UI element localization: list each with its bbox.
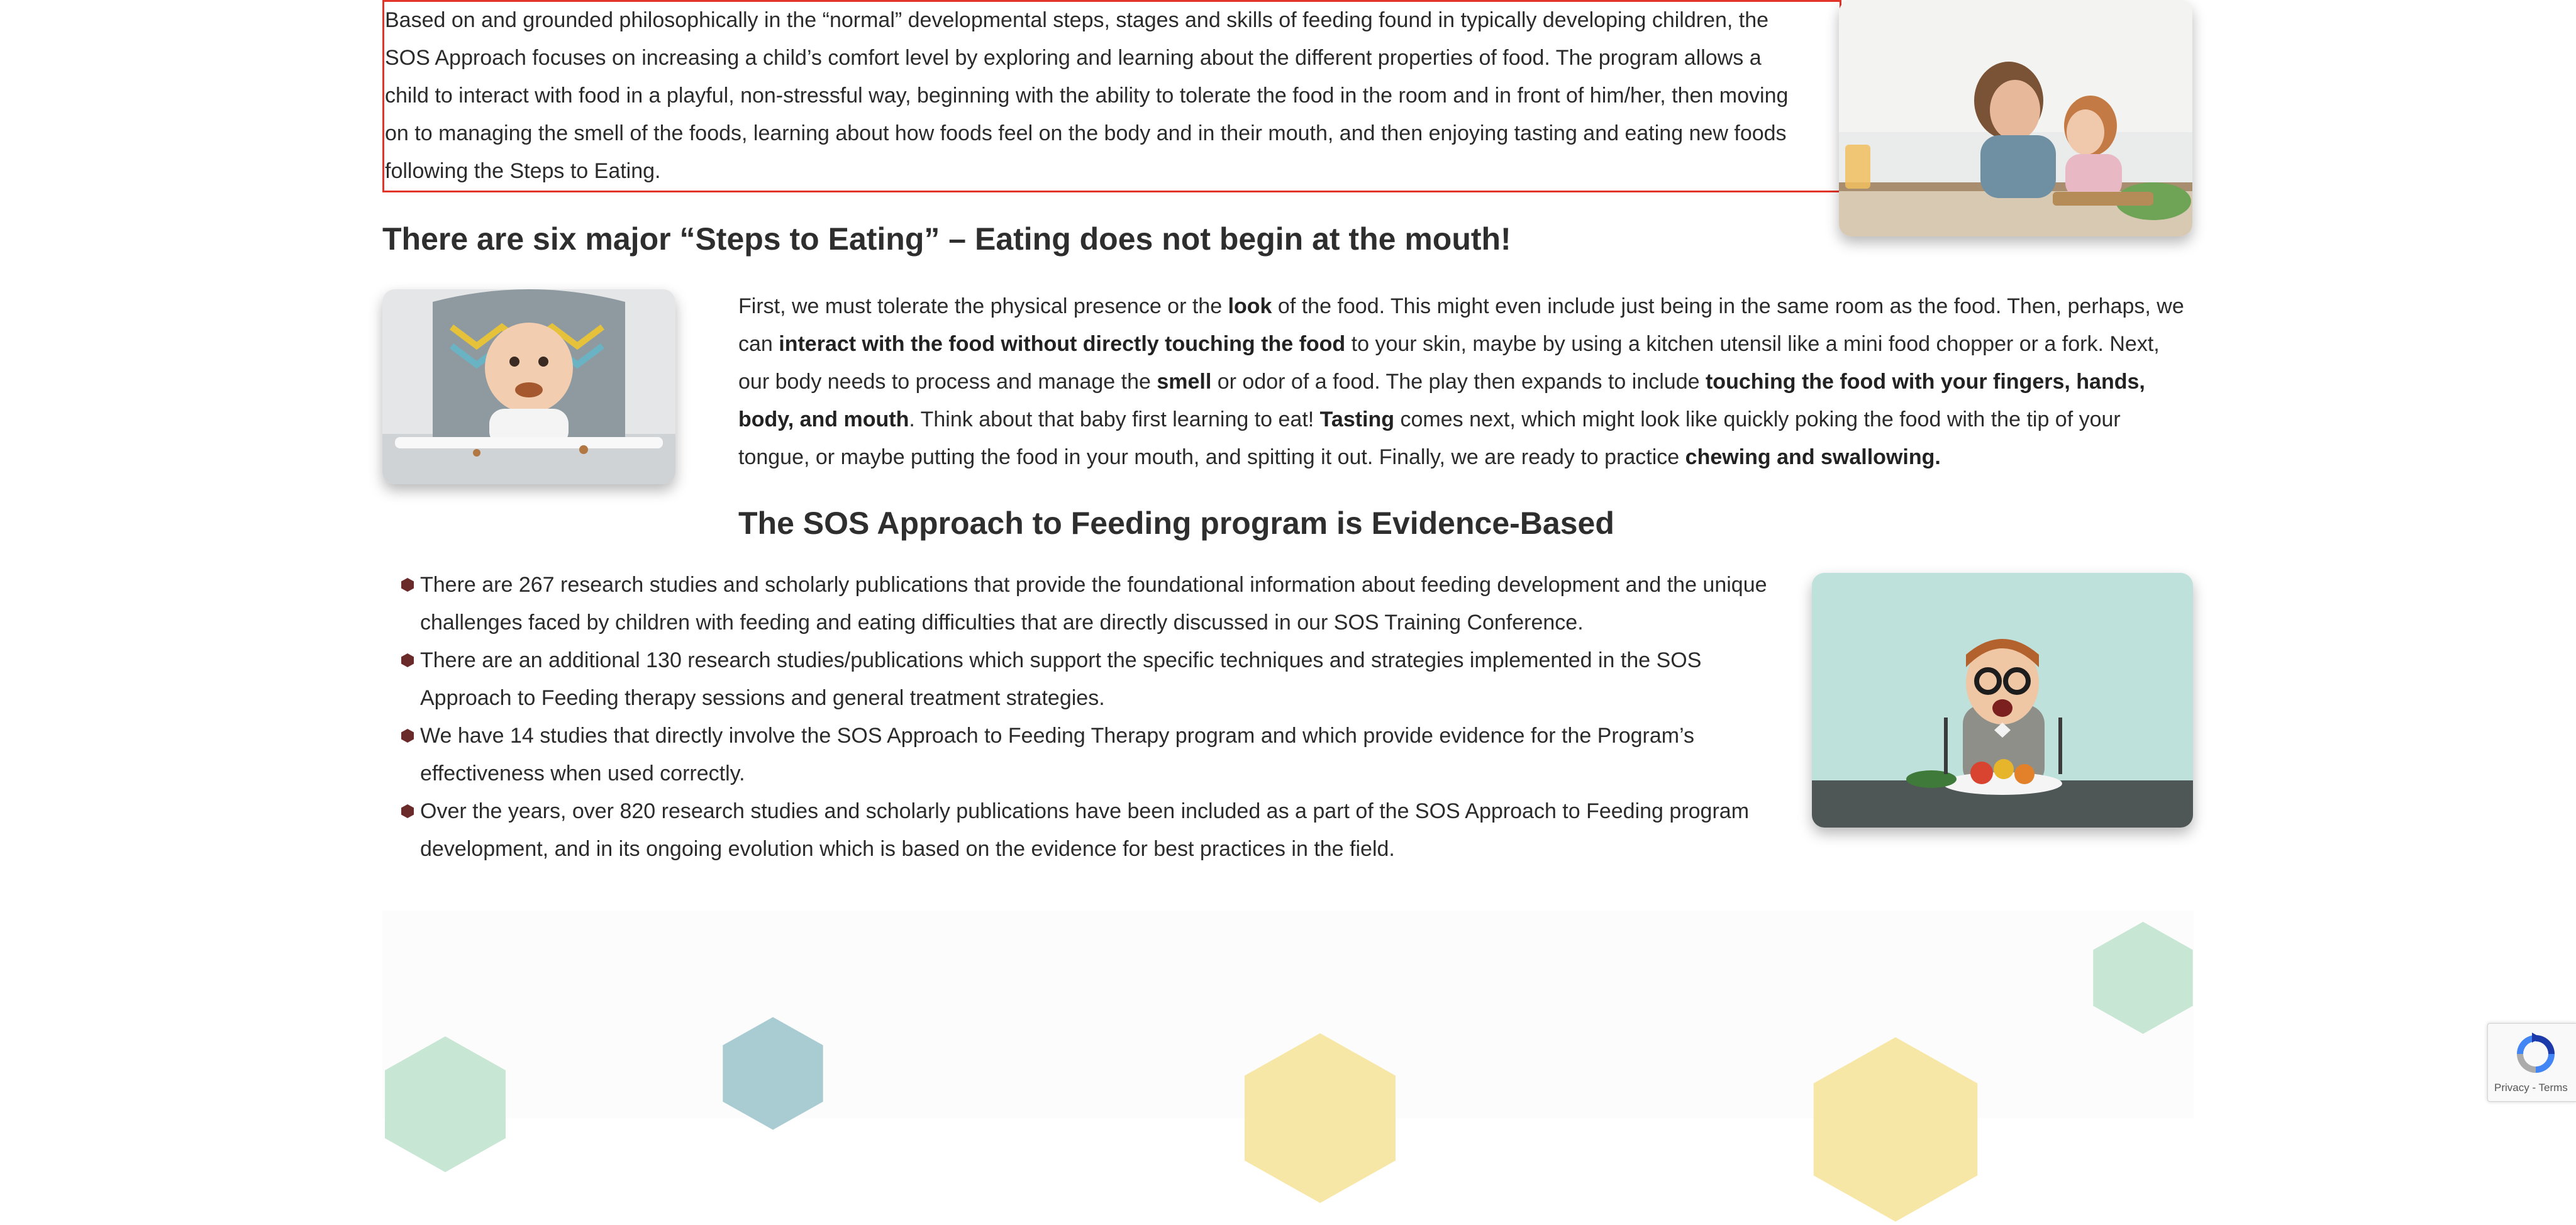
- list-item: There are an additional 130 research studies/publications which support the specific techniques and strategies implemented in the SOS Approach to Feeding therapy sessions and general treatment strategies.: [400, 641, 1771, 717]
- hexagon-bullet-icon: [400, 577, 415, 592]
- recaptcha-badge[interactable]: [2487, 1023, 2576, 1102]
- steps-paragraph: First, we must tolerate the physical presence or the look of the food. This might even include just being in the same room as the food. Then, perhaps, we can interact with the food without directly touching the food to your skin, maybe by using a kitchen utensil like a mini food chopper or a fork. Next, our body needs to process and manage the smell or odor of a food. The play then expands to include touching the food with your fingers, hands, body, and mouth. Think about that baby first learning to eat! Tasting comes next, which might look like quickly poking the food with the tip of your tongue, or maybe putting the food in your mouth, and spitting it out. Finally, we are ready to practice chewing and swallowing.: [738, 294, 2184, 469]
- list-item: Over the years, over 820 research studies and scholarly publications have been included as a part of the SOS Approach to Feeding program development, and in its ongoing evolution which is based on the evidence for best practices in the field.: [400, 792, 1771, 868]
- decorative-hexagon-panel: [382, 911, 2194, 1118]
- steps-heading: There are six major “Steps to Eating” – Eating does not begin at the mouth!: [382, 221, 1511, 257]
- list-item: We have 14 studies that directly involve the SOS Approach to Feeding Therapy program and which provide evidence for the Program’s effectiveness when used correctly.: [400, 717, 1771, 792]
- yellow-hexagon-decoration: [1241, 1030, 1399, 1206]
- evidence-heading: The SOS Approach to Feeding program is Evidence-Based: [738, 506, 1614, 541]
- hexagon-bullet-icon: [400, 804, 415, 819]
- list-item: There are 267 research studies and scholarly publications that provide the foundational information about feeding development and the unique challenges faced by children with feeding and eating difficulties that are directly discussed in our SOS Training Conference.: [400, 566, 1771, 641]
- smell-emphasis: smell: [1157, 370, 1212, 394]
- evidence-list: [400, 566, 1771, 868]
- look-emphasis: look: [1228, 294, 1272, 318]
- green-hexagon-decoration: [2091, 919, 2195, 1036]
- hexagon-bullet-icon: [400, 653, 415, 668]
- intro-paragraph: Based on and grounded philosophically in the “normal” developmental steps, stages and skills of feeding found in typically developing children, the SOS Approach focuses on increasing a child’s comfort level by exploring and learning about the different properties of food. The program allows a child to interact with food in a playful, non-stressful way, beginning with the ability to tolerate the food in the room and in front of him/her, then moving on to managing the smell of the foods, learning about how foods feel on the body and in their mouth, and then enjoying tasting and eating new foods following the Steps to Eating.: [385, 8, 1789, 183]
- baby-eating-photo: [382, 289, 675, 484]
- green-hexagon-decoration: [382, 1034, 508, 1175]
- interact-emphasis: interact with the food without directly touching the food: [779, 332, 1346, 356]
- recaptcha-logo-icon: [2513, 1031, 2558, 1077]
- yellow-hexagon-decoration: [1810, 1034, 1981, 1225]
- mother-daughter-photo: [1839, 0, 2192, 236]
- recaptcha-privacy-terms-links[interactable]: Privacy - Terms: [2494, 1082, 2568, 1094]
- boy-with-vegetables-photo: [1812, 573, 2193, 828]
- hexagon-bullet-icon: [400, 728, 415, 743]
- teal-hexagon-decoration: [721, 1015, 825, 1132]
- touching-emphasis: touching the food with your fingers, hands, body, and mouth: [738, 370, 2145, 431]
- chewing-emphasis: chewing and swallowing.: [1685, 445, 1941, 469]
- tasting-emphasis: Tasting: [1319, 407, 1395, 431]
